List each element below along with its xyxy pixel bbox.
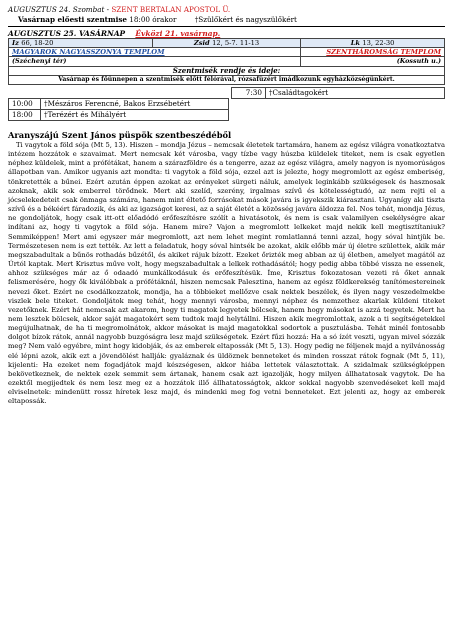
saturday-date: AUGUSZTUS 24. Szombat bbox=[8, 5, 105, 14]
right-mass-intention: †Családtagokért bbox=[265, 88, 444, 99]
reading-1 bbox=[9, 39, 153, 48]
reading-3-value: 13, 22-30 bbox=[362, 39, 395, 47]
reading-3-label: Lk bbox=[350, 39, 361, 47]
right-mass-table bbox=[231, 87, 445, 99]
article-paragraph: Ti vagytok a föld sója (Mt 5, 13). Hiszen – mondja Jézus – nemcsak életetek tartamára, hanem az egész világra vonatkoztatva intézem hozzátok e szavaimat. Mert nemcsak két városba, vagy tízbe vagy húszba küldelek titeket, nem is csak egyetlen néphez küldelek, mint a prófétákat, hanem a szárazföldre és a tengerre, azaz az egész világra, amely nagyon is nyomorúságos állapotban van. Amikor ugyanis azt mondta: ti vagytok a föld sója, ezzel azt is jelezte, hogy megromlott az egész emberiség, tönkretették a bűnei. Ezért azután éppen azokat az erényeket sürgeti náluk, amelyek leginkább szükségesek és hasznosak azoknak, akik sok emberrel törődnek. Mert aki szelíd, szerény, irgalmas szívű és kötelességtudó, az nem rejti el a jócselekedeteit csak önmaga számára, hanem mint éltető forrásokat mások javára is igyekszik kiárasztani. Ugyanígy aki tiszta szívű és a békéért fáradozik, és aki az igazságot keresi, az a saját életét a közösség javára áldozza fel. Nos tehát, mondja Jézus, ne gondoljátok, hogy csak itt-ott előadódó erőfeszítésre szólít a hivatásotok, és nem is csak valamilyen csekélységre akar indítani az, hogy ti vagytok a föld sója. Hanem mire? Vajon a megromlott lelkeket majd nekik kell megtisztítaniuk? Semmiképpen! Mert ami egyszer már megromlott, azt nem lehet megint romlatlanná tenni azzal, hogy sóval hintjük be. Természetesen nem is ezt tették. Az lett a feladatuk, hogy sóval hintsék be azokat, akik előbb már új életre születtek, akik már megszabadultak a bűnös rothadás bűzétől, és akiket rájuk bízott. Ezeket őrizték meg abban az új életben, amelyet magától az Úrtól kaptak. Mert Krisztus műve volt, hogy megszabadultak a lelkek rothadásától; hogy pedig abba többé vissza ne essenek, ahhoz szükséges már az ő odaadó munkálkodásuk és erőfeszítésük. Íme, Krisztus fokozatosan vezeti rá őket annak felismerésére, hogy ők kiválóbbak a prófétáknál, hiszen nemcsak Palesztina, hanem az egész földkerekség tanítómestereinek nevezi őket. Ezért ne csodálkozzatok, mondja, ha a többieket mellőzve csak nektek beszélek, és ilyen nagy veszedelmekbe viszlek bele titeket. Gondoljátok meg tehát, hogy mennyi városba, mennyi néphez és nemzethez akarlak küldeni titeket vezetőknek. Ezért hát nemcsak azt akarom, hogy ti magatok legyetek bölcsek, hanem hogy másokat is azzá tegyetek. Mert ha nem lesztek bölcsek, akkor saját magatokért sem tudtok majd helytállni. Hiszen akik megromlottak, azok a ti segítségetekkel megújulhatnak, de ha ti megromolnátok, akkor másokat is majd magatokkal sodortok a pusztulásba. Tehát minél fontosabb dolgot bízok rátok, annál nagyobb buzgóságra lesz majd szükségetek. Ezért fűzi hozzá: Ha a só ízét veszti, ugyan mivel sózzák meg? Nem való egyébre, mint hogy kidobják, és az emberek eltapossák (Mt 5, 13). Hogy pedig ne féljenek majd a nyilvánosság elé lépni azok, akik ezt a jövendölést hallják: gyaláznak és üldöznek benneteket és minden rosszat rátok fognak (Mt 5, 11), kijelenti: Ha ezeket nem fogadjátok majd készségesen, akkor hiába lettetek választottak. A szidalmak szükségképpen bekövetkeznek, de nektek ezek semmit sem ártanak, hanem csak azt igazolják, hogy milyen állhatatosak vagytok. De ha ezektől megijedtek és nem lesz meg ez a hozzátok illő állhatatosságtok, akkor sokkal nagyobb szenvedéseket kell majd elviselnetek: mindenütt rossz híretek lesz majd, és mindenki meg fog vetni benneteket. Ezt jelenti az, hogy az emberek eltapossák. bbox=[8, 141, 445, 406]
bulletin-page bbox=[8, 5, 445, 407]
readings-row bbox=[9, 39, 445, 48]
sunday-liturgical-name: Évközi 21. vasárnap. bbox=[135, 29, 221, 38]
reading-1-label: Iz bbox=[12, 39, 19, 47]
schedule-note: Vasárnap és főünnepen a szentmisék előtt félórával, rózsafüzért imádkozunk egyházközségünkért. bbox=[9, 75, 445, 84]
left-mass-table bbox=[8, 98, 229, 121]
reading-3 bbox=[301, 39, 445, 48]
sunday-date: AUGUSZTUS 25. VASÁRNAP bbox=[8, 29, 126, 38]
left-mass-row bbox=[9, 110, 229, 121]
reading-1-value: 66, 18-20 bbox=[21, 39, 54, 47]
church-left: MAGYAROK NAGYASSZONYA TEMPLOM bbox=[9, 48, 301, 57]
place-left: (Széchenyi tér) bbox=[9, 57, 301, 66]
place-right: (Kossuth u.) bbox=[301, 57, 445, 66]
schedule-header: Szentmisék rendje és ideje: bbox=[9, 66, 445, 75]
vigil-time: 18:00 órakor bbox=[129, 15, 177, 24]
church-right: SZENTHÁROMSÁG TEMPLOM bbox=[301, 48, 445, 57]
vigil-intention: †Szülőkért és nagyszülőkért bbox=[194, 15, 297, 24]
reading-2-value: 12, 5-7. 11-13 bbox=[212, 39, 260, 47]
saturday-saint: SZENT BERTALAN APOSTOL Ü. bbox=[111, 5, 231, 14]
vigil-label: Vasárnap előesti szentmise bbox=[18, 15, 127, 24]
article-body bbox=[8, 141, 445, 407]
vigil-line bbox=[8, 15, 445, 24]
schedule-note-row bbox=[9, 75, 445, 84]
left-mass-time-1: 10:00 bbox=[9, 99, 41, 110]
schedule-table bbox=[8, 38, 445, 85]
churches-row bbox=[9, 48, 445, 57]
right-mass-time: 7:30 bbox=[232, 88, 266, 99]
places-row bbox=[9, 57, 445, 66]
left-mass-time-2: 18:00 bbox=[9, 110, 41, 121]
left-mass-intention-2: †Terézért és Mihályért bbox=[41, 110, 229, 121]
reading-2 bbox=[152, 39, 300, 48]
mass-block bbox=[8, 87, 445, 123]
article-title: Aranyszájú Szent János püspök szentbeszédéből bbox=[8, 130, 232, 141]
left-mass-intention-1: †Mészáros Ferencné, Bakos Erzsébetért bbox=[41, 99, 229, 110]
schedule-header-row bbox=[9, 66, 445, 75]
left-mass-row bbox=[9, 99, 229, 110]
reading-2-label: Zsid bbox=[193, 39, 210, 47]
right-mass-row bbox=[232, 88, 445, 99]
divider bbox=[8, 26, 445, 27]
sunday-line bbox=[8, 29, 445, 38]
saturday-line: AUGUSZTUS 24. Szombat - SZENT BERTALAN APOSTOL Ü. bbox=[8, 5, 231, 14]
